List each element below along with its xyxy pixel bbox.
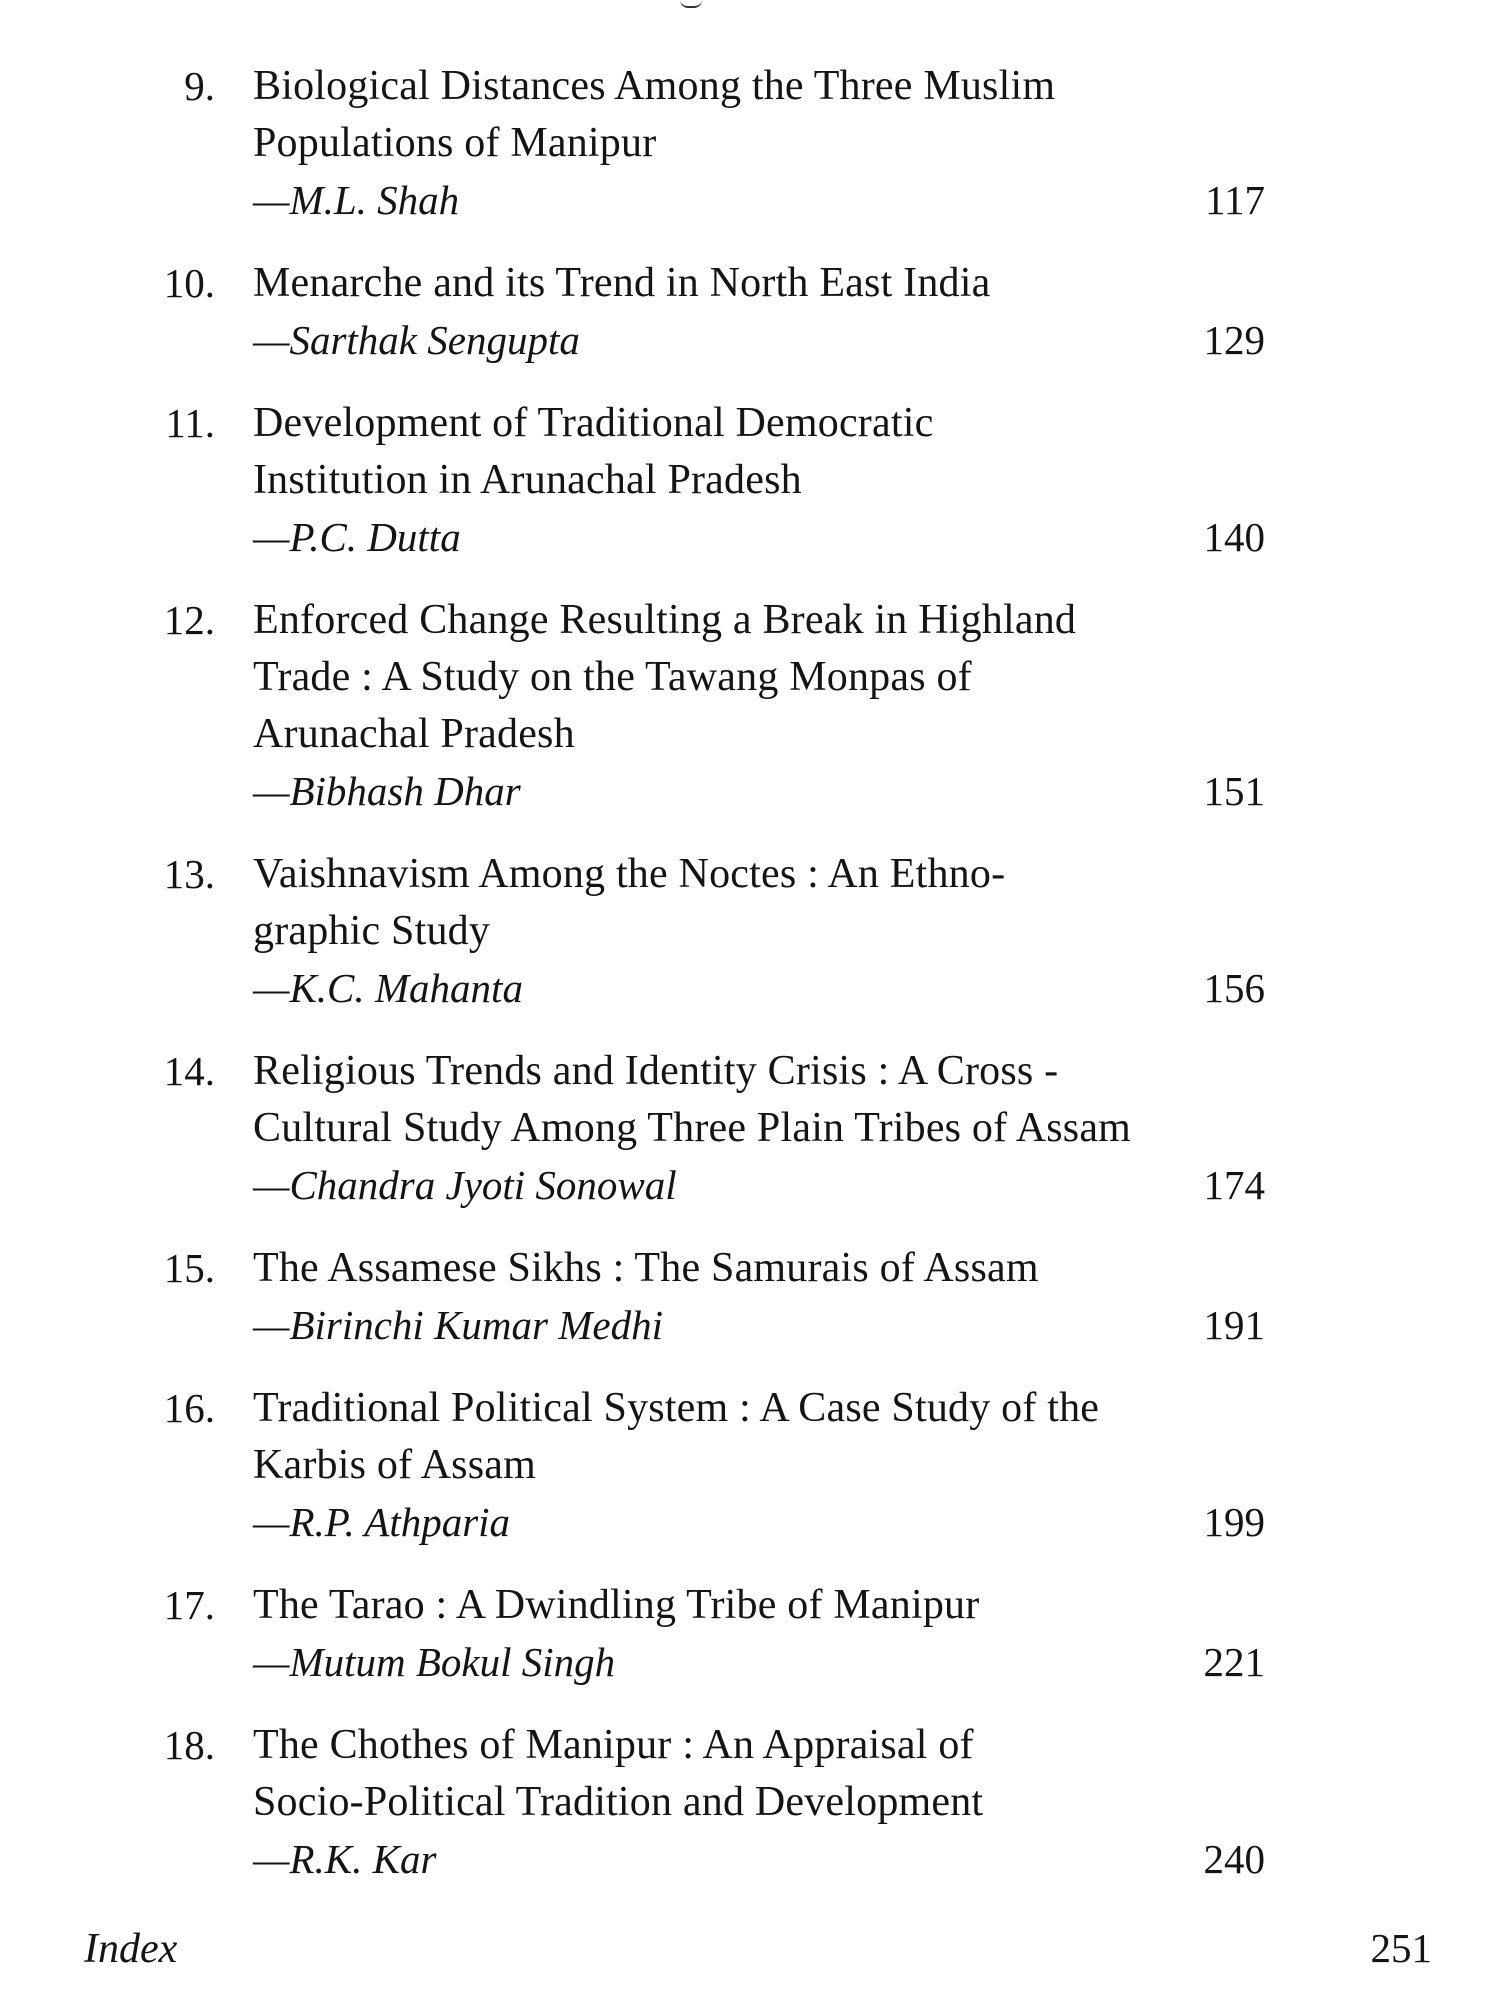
author-row (253, 1297, 1333, 1353)
entry-page-number: 221 (1203, 1639, 1265, 1685)
entry-number: 15. (163, 1245, 215, 1291)
author-row (253, 312, 1333, 368)
entry-page-number: 129 (1203, 317, 1265, 363)
entry-page-number: 174 (1203, 1162, 1265, 1208)
entry-body (253, 1043, 1333, 1213)
entry-author: —Mutum Bokul Singh (253, 1639, 616, 1685)
entry-title-line: The Assamese Sikhs : The Samurais of Assam (253, 1245, 1039, 1291)
entry-number: 17. (163, 1582, 215, 1628)
toc-entry (0, 1380, 1500, 1550)
entry-body (253, 1577, 1333, 1690)
entry-author: —K.C. Mahanta (253, 965, 523, 1011)
entry-body (253, 846, 1333, 1016)
entry-body (253, 395, 1333, 565)
toc-entry (0, 1717, 1500, 1887)
entry-number: 11. (165, 400, 215, 446)
entry-number: 10. (163, 260, 215, 306)
author-row (253, 1634, 1333, 1690)
entry-author: —P.C. Dutta (253, 514, 461, 560)
entry-page-number: 140 (1203, 514, 1265, 560)
author-row (253, 763, 1333, 819)
author-row (253, 509, 1333, 565)
author-row (253, 1494, 1333, 1550)
entry-number: 16. (163, 1385, 215, 1431)
entry-title-line: Enforced Change Resulting a Break in Highland (253, 597, 1077, 643)
entry-title-line: graphic Study (253, 908, 491, 954)
entry-author: —Bibhash Dhar (253, 768, 521, 814)
toc-entry (0, 592, 1500, 819)
entry-body (253, 1380, 1333, 1550)
entry-number: 9. (184, 63, 215, 109)
entry-title-line: Karbis of Assam (253, 1442, 536, 1488)
toc-list (0, 58, 1500, 1914)
entry-body (253, 255, 1333, 368)
entry-number: 13. (163, 851, 215, 897)
entry-page-number: 191 (1203, 1302, 1265, 1348)
entry-body (253, 592, 1333, 819)
entry-author: —Chandra Jyoti Sonowal (253, 1162, 677, 1208)
entry-title-line: Biological Distances Among the Three Muslim (253, 63, 1056, 109)
entry-number: 12. (163, 597, 215, 643)
entry-title-line: Socio-Political Tradition and Development (253, 1779, 984, 1825)
entry-author: —R.P. Athparia (253, 1499, 511, 1545)
entry-title-line: Religious Trends and Identity Crisis : A Cross - (253, 1048, 1059, 1094)
entry-page-number: 151 (1203, 768, 1265, 814)
author-row (253, 172, 1333, 228)
page-top-mark (680, 0, 702, 8)
entry-title-line: Traditional Political System : A Case Study of the (253, 1385, 1100, 1431)
entry-page-number: 240 (1203, 1836, 1265, 1882)
entry-title-line: Menarche and its Trend in North East India (253, 260, 991, 306)
author-row (253, 1157, 1333, 1213)
toc-entry (0, 1577, 1500, 1690)
entry-body (253, 1240, 1333, 1353)
entry-title-line: Development of Traditional Democratic (253, 400, 934, 446)
entry-author: —Sarthak Sengupta (253, 317, 580, 363)
toc-entry (0, 58, 1500, 228)
index-label: Index (84, 1926, 178, 1972)
entry-title-line: Institution in Arunachal Pradesh (253, 457, 802, 503)
toc-entry (0, 255, 1500, 368)
entry-page-number: 117 (1205, 177, 1265, 223)
entry-title-line: Vaishnavism Among the Noctes : An Ethno- (253, 851, 1006, 897)
entry-body (253, 58, 1333, 228)
toc-entry (0, 1043, 1500, 1213)
entry-title-line: Arunachal Pradesh (253, 711, 575, 757)
entry-author: —Birinchi Kumar Medhi (253, 1302, 663, 1348)
index-page-number: 251 (1370, 1925, 1432, 1971)
toc-entry (0, 846, 1500, 1016)
entry-title-line: Trade : A Study on the Tawang Monpas of (253, 654, 972, 700)
entry-title-line: Populations of Manipur (253, 120, 657, 166)
entry-number: 14. (163, 1048, 215, 1094)
author-row (253, 1831, 1333, 1887)
author-row (253, 960, 1333, 1016)
entry-title-line: The Chothes of Manipur : An Appraisal of (253, 1722, 974, 1768)
entry-author: —R.K. Kar (253, 1836, 437, 1882)
entry-page-number: 156 (1203, 965, 1265, 1011)
index-row (0, 1920, 1500, 1977)
entry-number: 18. (163, 1722, 215, 1768)
toc-entry (0, 1240, 1500, 1353)
entry-title-line: The Tarao : A Dwindling Tribe of Manipur (253, 1582, 980, 1628)
entry-page-number: 199 (1203, 1499, 1265, 1545)
toc-entry (0, 395, 1500, 565)
entry-body (253, 1717, 1333, 1887)
entry-title-line: Cultural Study Among Three Plain Tribes of Assam (253, 1105, 1132, 1151)
entry-author: —M.L. Shah (253, 177, 460, 223)
